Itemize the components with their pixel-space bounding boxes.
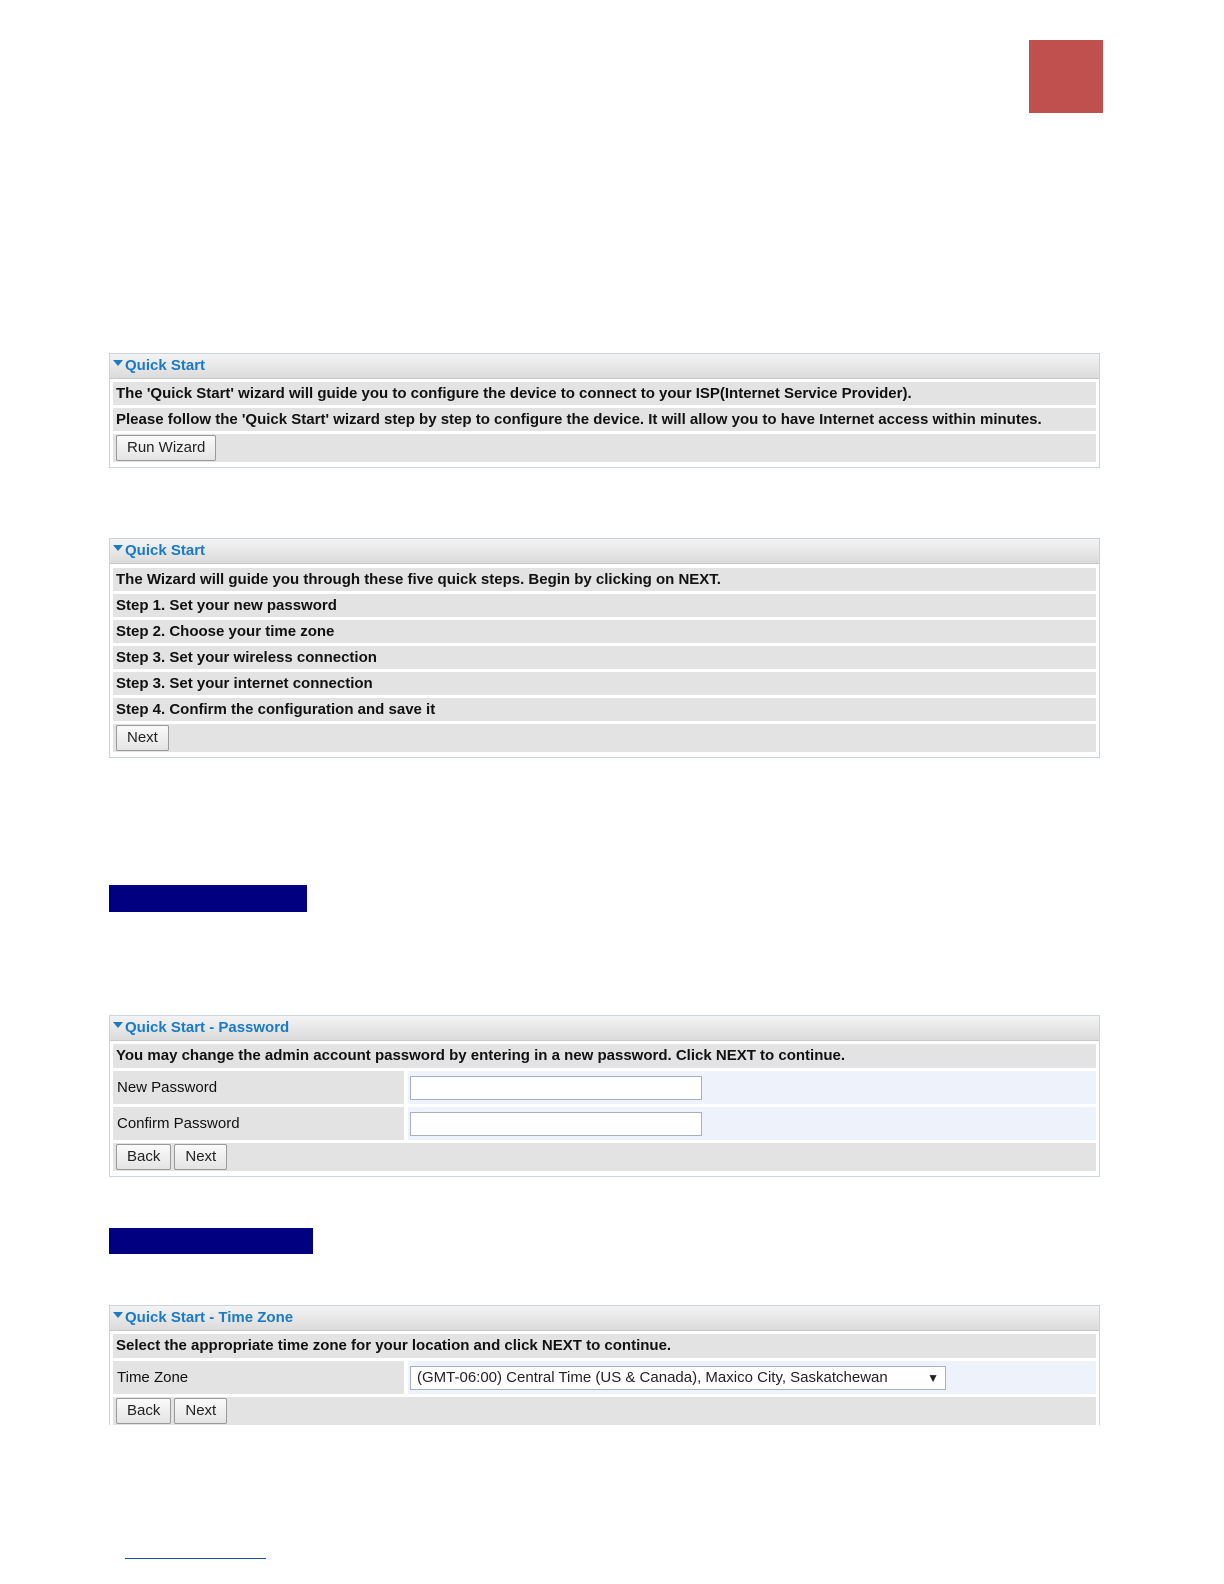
step-item: Step 2. Choose your time zone bbox=[113, 620, 1096, 643]
new-password-label: New Password bbox=[113, 1071, 404, 1104]
quick-start-intro-panel bbox=[109, 353, 1100, 468]
time-zone-intro: Select the appropriate time zone for your location and click NEXT to continue. bbox=[113, 1334, 1096, 1358]
panel-header[interactable] bbox=[110, 354, 1099, 379]
quick-start-time-zone-panel bbox=[109, 1305, 1100, 1425]
step-item: Step 3. Set your wireless connection bbox=[113, 646, 1096, 669]
collapse-triangle-icon bbox=[113, 1312, 123, 1318]
confirm-password-label: Confirm Password bbox=[113, 1107, 404, 1140]
section-heading-bar bbox=[109, 1228, 313, 1254]
time-zone-select[interactable] bbox=[410, 1366, 946, 1390]
run-wizard-button[interactable]: Run Wizard bbox=[116, 435, 216, 461]
back-button[interactable]: Back bbox=[116, 1144, 171, 1170]
quick-start-steps-panel bbox=[109, 538, 1100, 758]
quick-start-password-panel bbox=[109, 1015, 1100, 1177]
time-zone-label: Time Zone bbox=[113, 1361, 404, 1394]
time-zone-row bbox=[113, 1361, 1096, 1394]
panel-header[interactable] bbox=[110, 1306, 1099, 1331]
intro-line: The 'Quick Start' wizard will guide you to configure the device to connect to your ISP(Internet Service Provider). bbox=[113, 382, 1096, 405]
password-intro: You may change the admin account password by entering in a new password. Click NEXT to continue. bbox=[113, 1044, 1096, 1068]
panel-header[interactable] bbox=[110, 539, 1099, 564]
step-item: Step 4. Confirm the configuration and save it bbox=[113, 698, 1096, 721]
steps-intro: The Wizard will guide you through these five quick steps. Begin by clicking on NEXT. bbox=[113, 568, 1096, 591]
intro-line: Please follow the 'Quick Start' wizard step by step to configure the device. It will allow you to have Internet access within minutes. bbox=[113, 408, 1096, 431]
confirm-password-row bbox=[113, 1107, 1096, 1140]
panel-title: Quick Start bbox=[125, 542, 206, 559]
time-zone-selected-value: (GMT-06:00) Central Time (US & Canada), Maxico City, Saskatchewan bbox=[417, 1369, 888, 1386]
section-heading-bar bbox=[109, 885, 307, 912]
collapse-triangle-icon bbox=[113, 360, 123, 366]
new-password-input[interactable] bbox=[410, 1076, 702, 1100]
footer-link-underline bbox=[125, 1558, 266, 1559]
step-item: Step 3. Set your internet connection bbox=[113, 672, 1096, 695]
dropdown-arrow-icon: ▼ bbox=[927, 1370, 939, 1385]
next-button[interactable]: Next bbox=[174, 1398, 227, 1424]
collapse-triangle-icon bbox=[113, 1022, 123, 1028]
new-password-row bbox=[113, 1071, 1096, 1104]
corner-tab bbox=[1029, 40, 1103, 113]
collapse-triangle-icon bbox=[113, 545, 123, 551]
step-item: Step 1. Set your new password bbox=[113, 594, 1096, 617]
panel-header[interactable] bbox=[110, 1016, 1099, 1041]
next-button[interactable]: Next bbox=[174, 1144, 227, 1170]
next-button[interactable]: Next bbox=[116, 725, 169, 751]
panel-title: Quick Start bbox=[125, 357, 206, 374]
panel-title: Quick Start - Password bbox=[125, 1019, 290, 1036]
confirm-password-input[interactable] bbox=[410, 1112, 702, 1136]
back-button[interactable]: Back bbox=[116, 1398, 171, 1424]
panel-title: Quick Start - Time Zone bbox=[125, 1309, 294, 1326]
